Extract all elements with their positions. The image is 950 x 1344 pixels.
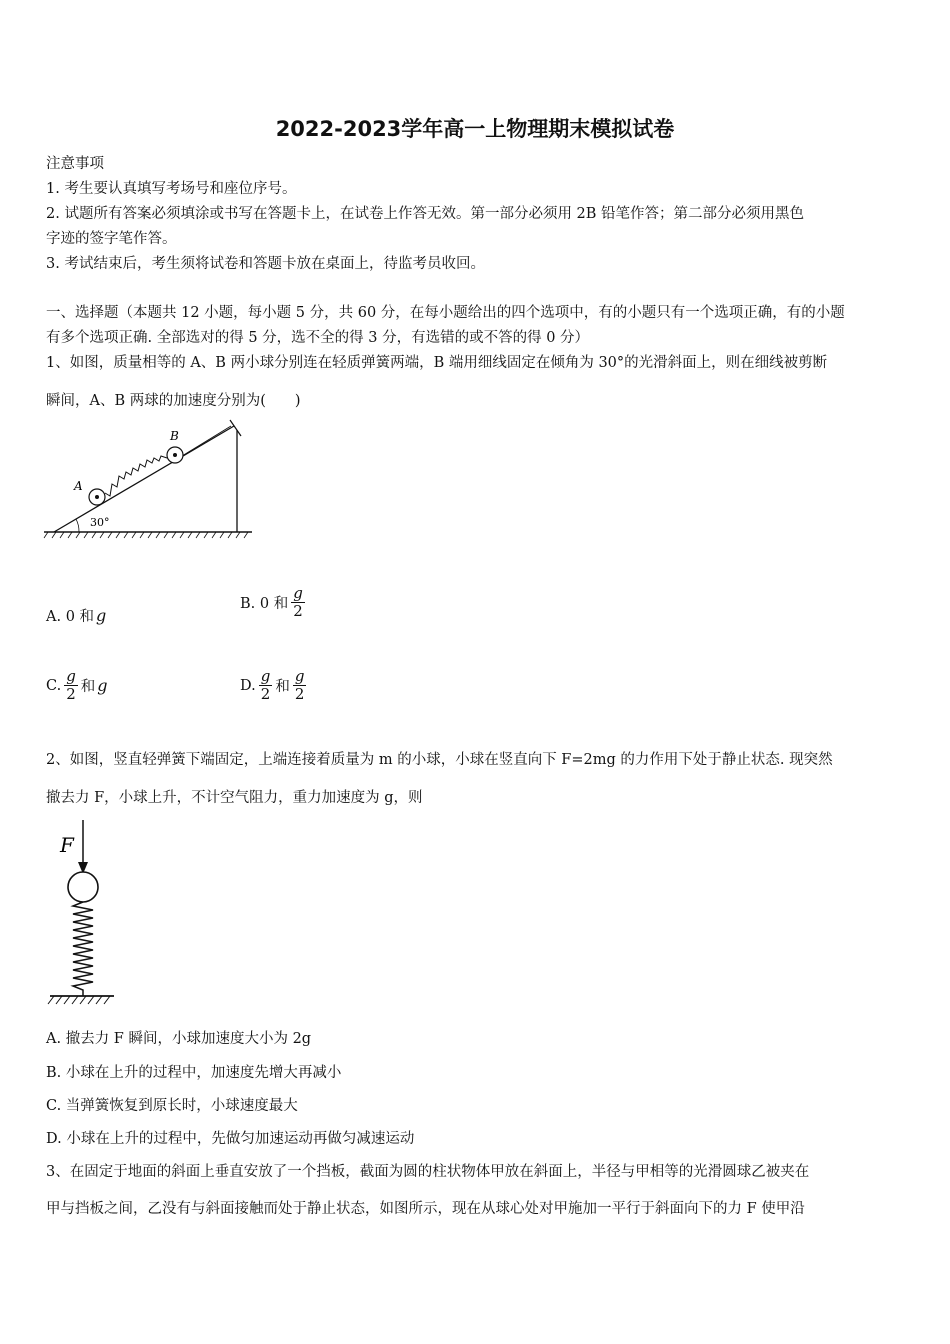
q2-option-a: A. 撤去力 F 瞬间，小球加速度大小为 2g [46, 1031, 312, 1047]
notice-item-2-cont: 字迹的签字笔作答。 [46, 231, 177, 247]
q2-text-line1: 2、如图，竖直轻弹簧下端固定，上端连接着质量为 m 的小球，小球在竖直向下 F=2mg 的力作用下处于静止状态. 现突然 [46, 752, 833, 768]
notice-heading: 注意事项 [46, 156, 104, 172]
q1-label-b: B [170, 429, 179, 443]
section-intro-line2: 有多个选项正确. 全部选对的得 5 分，选不全的得 3 分，有选错的或不答的得 0 分） [46, 330, 590, 346]
q2-option-b: B. 小球在上升的过程中，加速度先增大再减小 [46, 1065, 342, 1081]
q2-option-c: C. 当弹簧恢复到原长时，小球速度最大 [46, 1098, 298, 1114]
q1-text-line2: 瞬间，A、B 两球的加速度分别为( ) [46, 393, 301, 409]
q1-option-b: B. 0 和 $\frac{g}{2}$ [240, 584, 303, 620]
q3-text-line1: 3、在固定于地面的斜面上垂直安放了一个挡板，截面为圆的柱状物体甲放在斜面上，半径与甲相等的光滑圆球乙被夹在 [46, 1164, 810, 1180]
q2-option-d: D. 小球在上升的过程中，先做匀加速运动再做匀减速运动 [46, 1131, 415, 1147]
q1-option-d: D. $\frac{g}{2}$ 和 $\frac{g}{2}$ [240, 667, 305, 703]
section-intro-line1: 一、选择题（本题共 12 小题，每小题 5 分，共 60 分，在每小题给出的四个选项中，有的小题只有一个选项正确，有的小题 [46, 305, 845, 321]
q1-angle-label: 30° [90, 516, 110, 529]
notice-item-2: 2. 试题所有答案必须填涂或书写在答题卡上，在试卷上作答无效。第一部分必须用 2B 铅笔作答；第二部分必须用黑色 [46, 206, 805, 222]
q2-force-label: F [60, 833, 74, 857]
q1-option-a: A. 0 和 g [46, 606, 107, 625]
q1-option-c: C. $\frac{g}{2}$ 和 g [46, 667, 108, 703]
q2-spring-figure [44, 820, 124, 1010]
page-title: 2022-2023学年高一上物理期末模拟试卷 [275, 117, 675, 141]
q1-incline-figure [44, 418, 254, 543]
notice-item-1: 1. 考生要认真填写考场号和座位序号。 [46, 181, 297, 197]
notice-item-3: 3. 考试结束后，考生须将试卷和答题卡放在桌面上，待监考员收回。 [46, 256, 485, 272]
q3-text-line2: 甲与挡板之间，乙没有与斜面接触而处于静止状态，如图所示，现在从球心处对甲施加一平行于斜面向下的力 F 使甲沿 [46, 1201, 805, 1217]
q1-label-a: A [74, 479, 83, 493]
q1-text-line1: 1、如图，质量相等的 A、B 两小球分别连在轻质弹簧两端，B 端用细线固定在倾角为 30°的光滑斜面上，则在细线被剪断 [46, 355, 828, 371]
q2-text-line2: 撤去力 F，小球上升，不计空气阻力，重力加速度为 g，则 [46, 790, 423, 806]
